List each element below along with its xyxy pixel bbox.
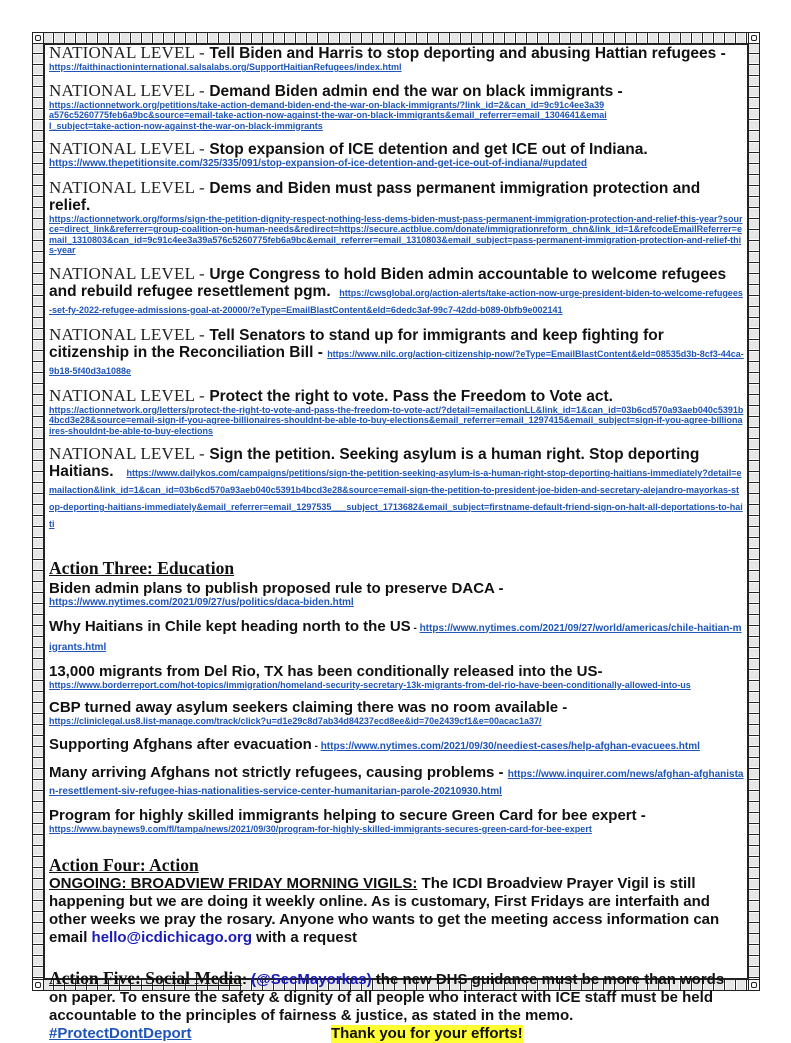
section-title-social-media: Action Five: Social Media bbox=[49, 968, 242, 988]
action-title: Demand Biden admin end the war on black immigrants - bbox=[209, 82, 623, 100]
corner-ornament-icon bbox=[32, 32, 44, 44]
action-link[interactable]: https://www.dailykos.com/campaigns/petitions/sign-the-petition-seeking-asylum-is-a-human-right-stop-deporting-haitians-immediately?detail=emailaction&link_id=1&can_id=03b6cd570a93aeb040c5391b4bcd3e28&source=email-sign-the-petition-to-president-joe-biden-and-secretary-alejandro-mayorkas-stop-deporting-haitians-immediately&email_referrer=email_1297535___subject_1713682&email_subject=firstname-default-friend-sign-on-halt-all-deportations-to-haiti bbox=[49, 468, 743, 529]
news-item bbox=[49, 807, 744, 835]
hashtag-link[interactable]: #ProtectDontDeport bbox=[49, 1025, 192, 1042]
corner-ornament-icon bbox=[748, 32, 760, 44]
news-link[interactable]: https://www.nytimes.com/2021/09/30/neediest-cases/help-afghan-evacuees.html bbox=[320, 740, 700, 752]
news-item bbox=[49, 580, 744, 609]
greek-key-border-left bbox=[32, 32, 44, 991]
action-title: Tell Biden and Harris to stop deporting and abusing Hattian refugees - bbox=[209, 45, 726, 62]
news-item bbox=[49, 663, 744, 691]
action-title: Protect the right to vote. Pass the Freedom to Vote act. bbox=[209, 387, 613, 405]
news-item bbox=[49, 764, 744, 798]
news-link[interactable]: https://www.baynews9.com/fl/tampa/news/2021/09/30/program-for-highly-skilled-immigrants-secures-green-card-for-bee-expert bbox=[49, 823, 592, 834]
action-link[interactable]: https://actionnetwork.org/letters/protect-the-right-to-vote-and-pass-the-freedom-to-vote-act/?detail=emailactionLL&link_id=1&can_id=03b6cd570a93aeb040c5391b4bcd3e28&source=email-sign-if-you-agree-billionaires-shouldnt-be-able-to-buy-elections&email_referrer=email_1297415&email_subject=sign-if-you-agree-billionaires-shouldnt-be-able-to-buy-elections bbox=[49, 404, 744, 436]
news-title: CBP turned away asylum seekers claiming there was no room available - bbox=[49, 699, 568, 716]
level-label: NATIONAL LEVEL bbox=[49, 139, 195, 158]
vigil-paragraph: ONGOING: BROADVIEW FRIDAY MORNING VIGILS: The ICDI Broadview Prayer Vigil is still happening but we are doing it weekly online. As is customary, First Fridays are interfaith and other weeks we pray the rosary. Anyone who wants to get the meeting access information can email hello@icdichicago.org with a request bbox=[49, 875, 720, 946]
news-link[interactable]: https://www.nytimes.com/2021/09/27/us/politics/daca-biden.html bbox=[49, 597, 354, 608]
level-label: NATIONAL LEVEL bbox=[49, 43, 195, 62]
news-title: Program for highly skilled immigrants helping to secure Green Card for bee expert - bbox=[49, 806, 646, 824]
news-link[interactable]: https://www.nytimes.com/2021/09/27/world/americas/chile-haitian-migrants.html bbox=[49, 622, 742, 653]
national-item: NATIONAL LEVEL - Urge Congress to hold Biden admin accountable to welcome refugees and rebuild refugee resettlement pgm. https://cwsglobal.org/action-alerts/take-action-now-urge-president-biden-to-welcome-refugees-set-fy-2022-refugee-admissions-goal-at-20000/?eType=EmailBlastContent&eId=6dedc3af-99c7-42dd-b089-0bfb9e002141 bbox=[49, 263, 743, 315]
action-link[interactable]: https://cwsglobal.org/action-alerts/take-action-now-urge-president-biden-to-welcome-refugees-set-fy-2022-refugee-admissions-goal-at-20000/?eType=EmailBlastContent&eId=6dedc3af-99c7-42dd-b089-0bfb9e002141 bbox=[49, 287, 743, 315]
level-label: NATIONAL LEVEL bbox=[49, 263, 195, 283]
national-item: NATIONAL LEVEL - Tell Senators to stand up for immigrants and keep fighting for citizenship in the Reconciliation Bill - https://www.nilc.org/action-citizenship-now/?eType=EmailBlastContent&eId=08535d3b-8cf3-44ca-9b18-5f40d3a1088e bbox=[49, 324, 744, 376]
action-link[interactable]: https://faithinactioninternational.salsalabs.org/SupportHaitianRefugees/index.html bbox=[49, 62, 402, 72]
level-label: NATIONAL LEVEL bbox=[49, 177, 195, 197]
national-item: NATIONAL LEVEL - Demand Biden admin end the war on black immigrants - https://actionnetwork.org/petitions/take-action-demand-biden-end-the-war-on-black-immigrants/?link_id=2&can_id=9c91c4ee3a39a576c5260775feb6a9bc&source=email-take-action-now-against-the-war-on-black-immigrants&email_referrer=email_1304641&email_subject=take-action-now-against-the-war-on-black-immigrants bbox=[49, 80, 623, 131]
corner-ornament-icon bbox=[32, 979, 44, 991]
action-link[interactable]: https://www.nilc.org/action-citizenship-now/?eType=EmailBlastContent&eId=08535d3b-8cf3-44ca-9b18-5f40d3a1088e bbox=[49, 348, 744, 376]
news-link[interactable]: https://cliniclegal.us8.list-manage.com/track/click?u=d1e29c8d7ab34d84237ecd8ee&id=70e2439cf1&e=00acac1a37/ bbox=[49, 716, 542, 726]
national-item: NATIONAL LEVEL - Stop expansion of ICE detention and get ICE out of Indiana. https://www.thepetitionsite.com/325/335/091/stop-expansion-of-ice-detention-and-get-ice-out-of-indiana/#updated bbox=[49, 139, 648, 169]
news-title: Many arriving Afghans not strictly refugees, causing problems - bbox=[49, 763, 504, 781]
level-label: NATIONAL LEVEL bbox=[49, 80, 195, 100]
greek-key-border-right bbox=[748, 32, 760, 991]
vigil-heading: ONGOING: BROADVIEW FRIDAY MORNING VIGILS: bbox=[49, 875, 418, 892]
action-link[interactable]: https://www.thepetitionsite.com/325/335/091/stop-expansion-of-ice-detention-and-get-ice-out-of-indiana/#updated bbox=[49, 158, 588, 169]
news-title: Why Haitians in Chile kept heading north to the US bbox=[49, 617, 411, 635]
news-item: Why Haitians in Chile kept heading north to the US - https://www.nytimes.com/2021/09/27/world/americas/chile-haitian-migrants.html bbox=[49, 617, 742, 653]
action-link[interactable]: https://actionnetwork.org/petitions/take-action-demand-biden-end-the-war-on-black-immigrants/?link_id=2&can_id=9c91c4ee3a39a576c5260775feb6a9bc&source=email-take-action-now-against-the-war-on-black-immigrants&email_referrer=email_1304641&email_subject=take-action-now-against-the-war-on-black-immigrants bbox=[49, 99, 607, 131]
national-item: NATIONAL LEVEL - Tell Biden and Harris to stop deporting and abusing Hattian refugees - https://faithinactioninternational.salsalabs.org/SupportHaitianRefugees/index.html bbox=[49, 43, 726, 72]
national-item: NATIONAL LEVEL - Dems and Biden must pass permanent immigration protection and relief. https://actionnetwork.org/forms/sign-the-petition-dignity-respect-nothing-less-dems-biden-must-pass-permanent-immigration-protection-and-relief-this-year?source=direct_link&referrer=group-coalition-on-human-needs&redirect=https://secure.actblue.com/donate/immigrationreform_chn&link_id=1&refcodeEmailReferrer=email_1310803&can_id=9c91c4ee3a39a576c5260775feb6a9bc&email_referrer=email_1310803&email_subject=pass-permanent-immigration-protection-and-relief-this-year bbox=[49, 177, 743, 255]
action-link[interactable]: https://actionnetwork.org/forms/sign-the-petition-dignity-respect-nothing-less-dems-biden-must-pass-permanent-immigration-protection-and-relief-this-year?source=direct_link&referrer=group-coalition-on-human-needs&redirect=https://secure.actblue.com/donate/immigrationreform_chn&link_id=1&refcodeEmailReferrer=email_1310803&can_id=9c91c4ee3a39a576c5260775feb6a9bc&email_referrer=email_1310803&email_subject=pass-permanent-immigration-protection-and-relief-this-year bbox=[49, 213, 743, 255]
thank-you-highlight: Thank you for your efforts! bbox=[331, 1025, 523, 1042]
twitter-handle[interactable]: (@SecMayorkas) bbox=[251, 971, 372, 988]
action-title: Stop expansion of ICE detention and get ICE out of Indiana. bbox=[209, 141, 648, 158]
action-title: Urge Congress to hold Biden admin accountable to welcome refugees and rebuild refugee resettlement pgm. bbox=[49, 265, 727, 300]
news-title: Supporting Afghans after evacuation bbox=[49, 735, 312, 753]
section-title-education: Action Three: Education bbox=[49, 558, 235, 578]
section-title-action: Action Four: Action bbox=[49, 855, 199, 875]
news-title: Biden admin plans to publish proposed rule to preserve DACA - bbox=[49, 580, 504, 597]
level-label: NATIONAL LEVEL bbox=[49, 385, 195, 405]
document-body bbox=[49, 44, 744, 1043]
corner-ornament-icon bbox=[748, 979, 760, 991]
national-item: NATIONAL LEVEL - Sign the petition. Seeking asylum is a human right. Stop deporting Haitians. https://www.dailykos.com/campaigns/petitions/sign-the-petition-seeking-asylum-is-a-human-right-stop-deporting-haitians-immediately?detail=emailaction&link_id=1&can_id=03b6cd570a93aeb040c5391b4bcd3e28&source=email-sign-the-petition-to-president-joe-biden-and-secretary-alejandro-mayorkas-stop-deporting-haitians-immediately&email_referrer=email_1297535___subject_1713682&email_subject=firstname-default-friend-sign-on-halt-all-deportations-to-haiti bbox=[49, 444, 743, 529]
action-title: Dems and Biden must pass permanent immigration protection and relief. bbox=[49, 179, 701, 214]
news-link[interactable]: https://www.inquirer.com/news/afghan-afghanistan-resettlement-siv-refugee-hias-nationalities-service-center-humanitarian-parole-20210930.html bbox=[49, 768, 744, 797]
news-title: 13,000 migrants from Del Rio, TX has been conditionally released into the US- bbox=[49, 662, 603, 680]
action-title: Tell Senators to stand up for immigrants and keep fighting for citizenship in the Reconciliation Bill - bbox=[49, 326, 664, 361]
national-item: NATIONAL LEVEL - Protect the right to vote. Pass the Freedom to Vote act. https://actionnetwork.org/letters/protect-the-right-to-vote-and-pass-the-freedom-to-vote-act/?detail=emailactionLL&link_id=1&can_id=03b6cd570a93aeb040c5391b4bcd3e28&source=email-sign-if-you-agree-billionaires-shouldnt-be-able-to-buy-elections&email_referrer=email_1297415&email_subject=sign-if-you-agree-billionaires-shouldnt-be-able-to-buy-elections bbox=[49, 385, 744, 436]
news-link[interactable]: https://www.borderreport.com/hot-topics/immigration/homeland-security-secretary-13k-migrants-from-del-rio-have-been-conditionally-allowed-into-us bbox=[49, 679, 691, 690]
level-label: NATIONAL LEVEL bbox=[49, 444, 195, 463]
social-media-paragraph: Action Five: Social Media: (@SecMayorkas) the new DHS guidance must be more than words on paper. To ensure the safety & dignity of all people who interact with ICE staff must be held accountable to the principles of fairness & justice, as stated in the memo. bbox=[49, 968, 725, 1024]
level-label: NATIONAL LEVEL bbox=[49, 324, 195, 344]
news-item: Supporting Afghans after evacuation - https://www.nytimes.com/2021/09/30/neediest-cases/help-afghan-evacuees.html bbox=[49, 735, 700, 753]
action-title: Sign the petition. Seeking asylum is a human right. Stop deporting Haitians. bbox=[49, 446, 700, 480]
news-item bbox=[49, 699, 744, 727]
email-link[interactable]: hello@icdichicago.org bbox=[91, 929, 253, 946]
